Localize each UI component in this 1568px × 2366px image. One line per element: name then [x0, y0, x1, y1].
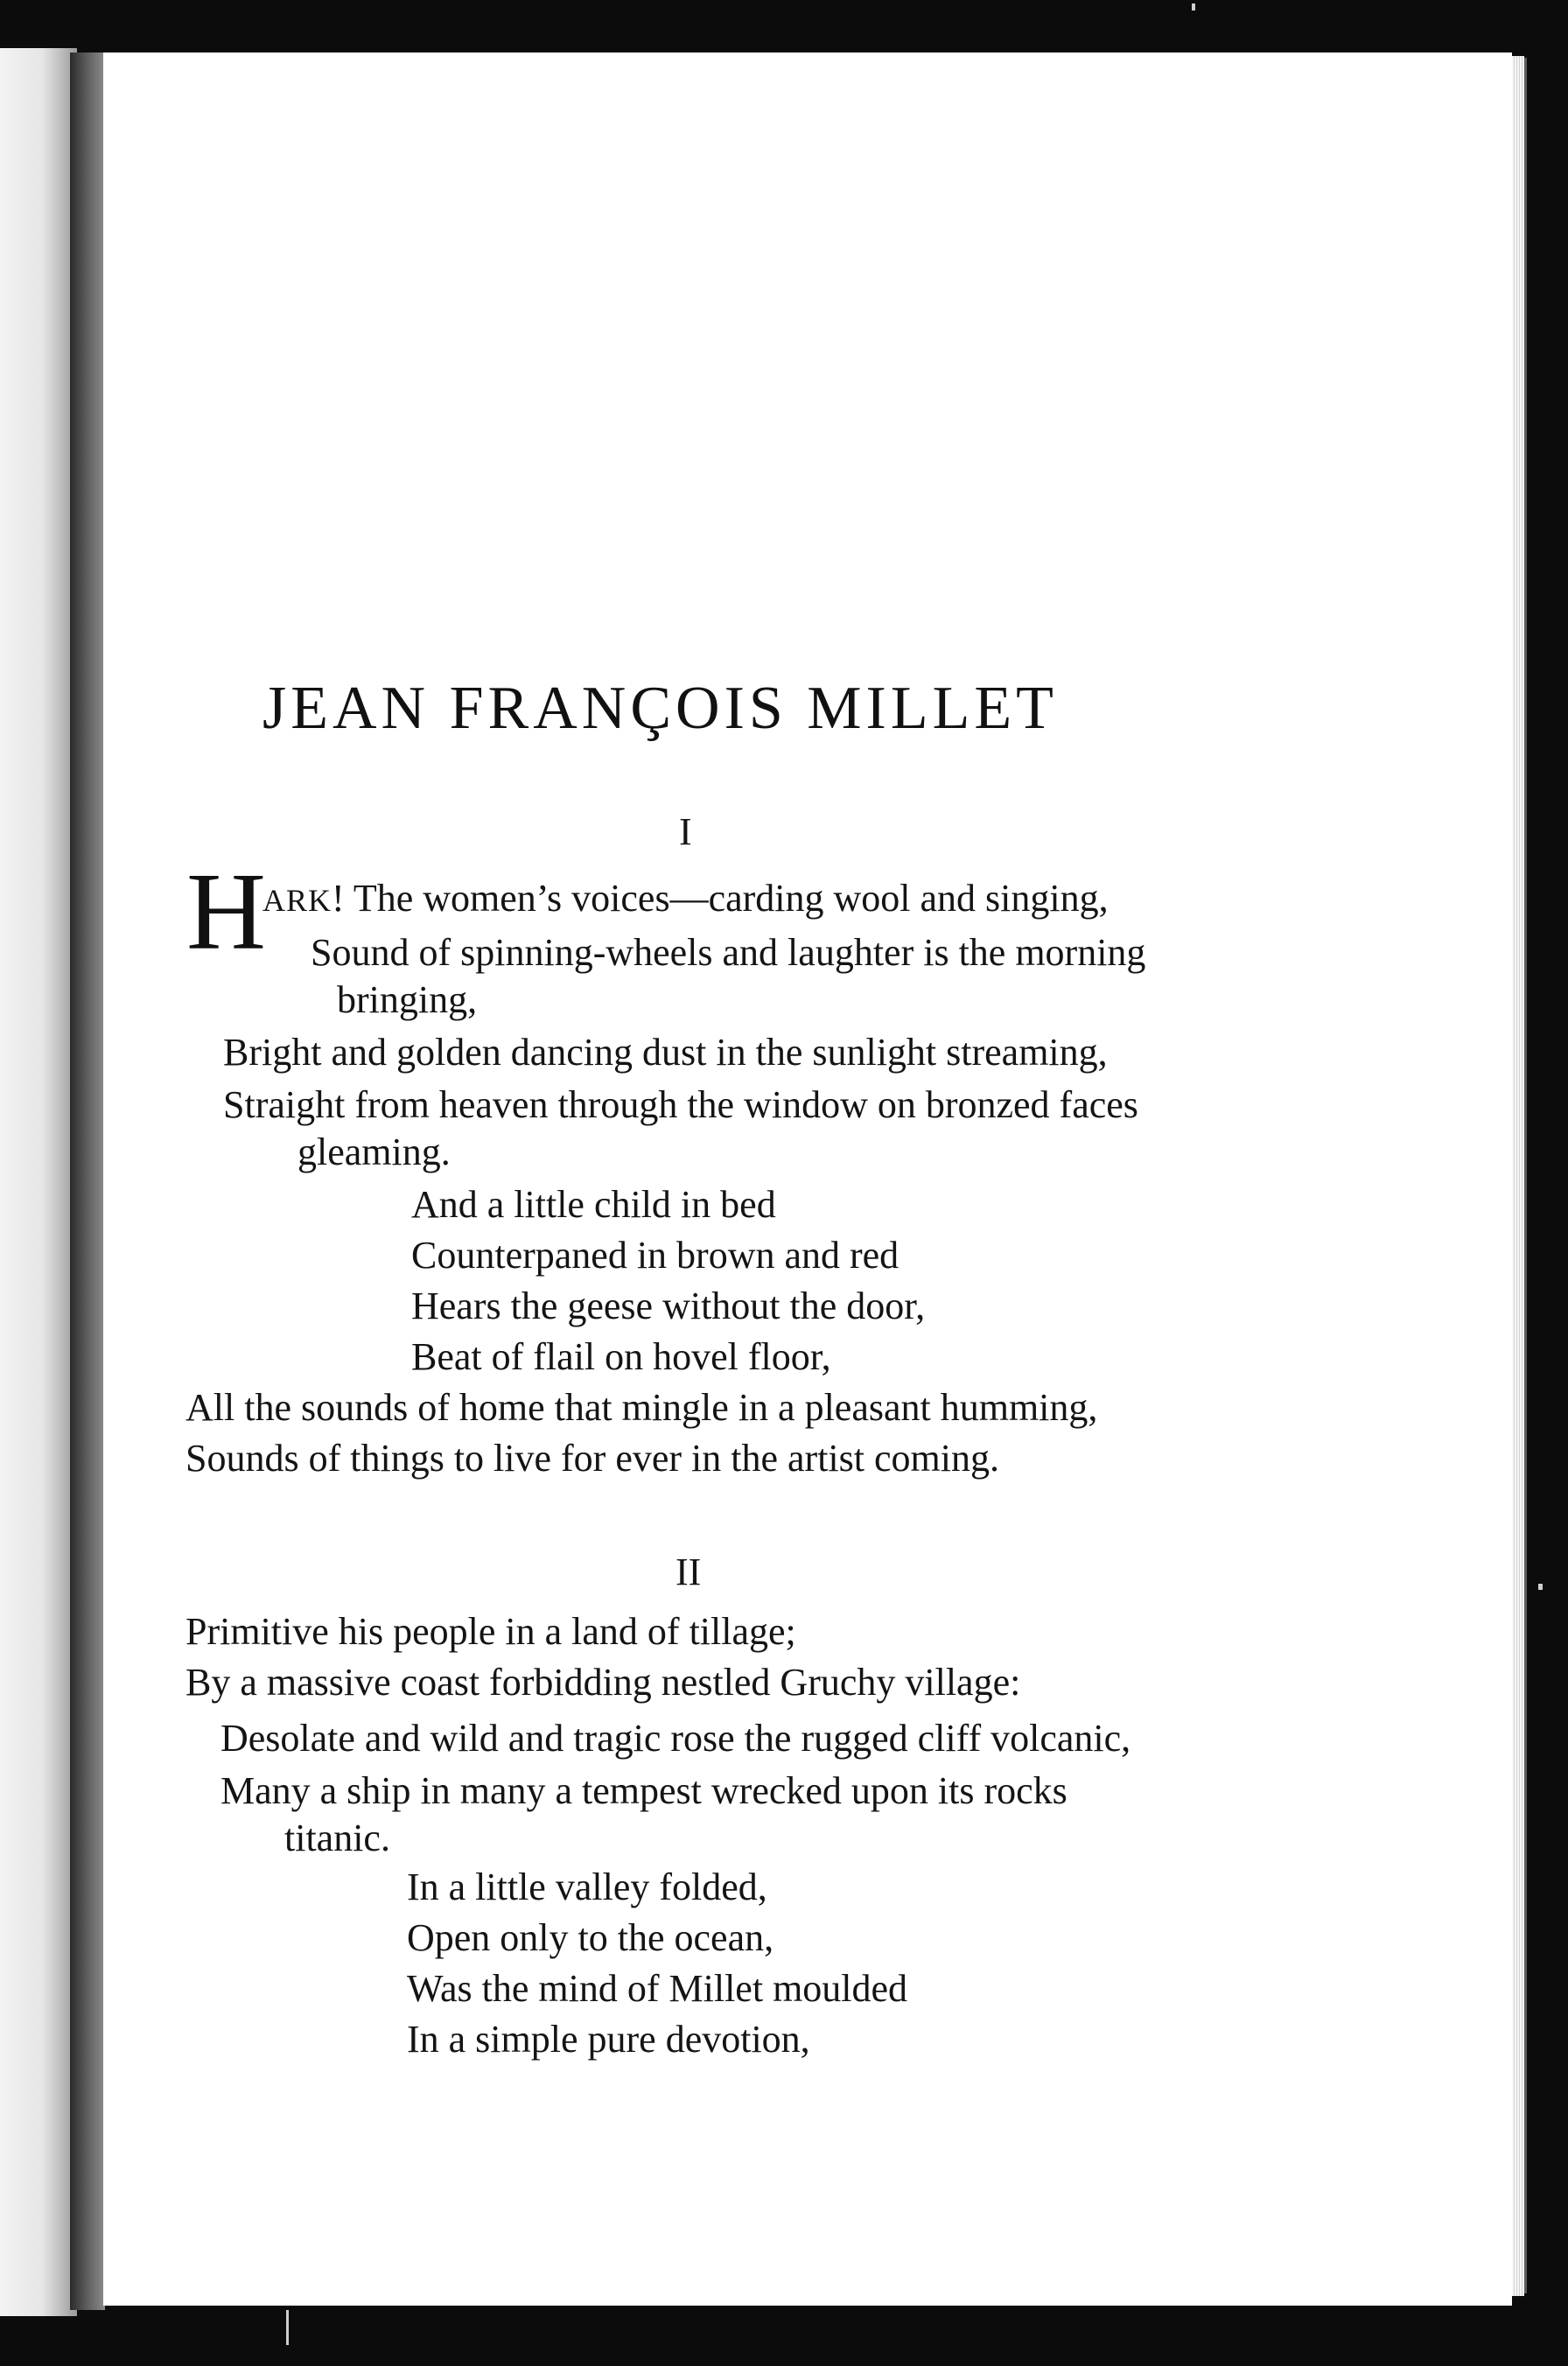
poem-line: By a massive coast forbidding nestled Gruchy village:: [186, 1661, 1021, 1704]
section-numeral-2: II: [676, 1550, 702, 1593]
poem-line: Desolate and wild and tragic rose the rugged cliff volcanic,: [220, 1717, 1131, 1760]
poem-line: And a little child in bed: [411, 1183, 776, 1226]
poem-line: Bright and golden dancing dust in the sunlight streaming,: [223, 1031, 1108, 1074]
poem-line: [262, 875, 1109, 924]
poem-line: Sound of spinning-wheels and laughter is the morning: [311, 931, 1146, 974]
poem-line: Many a ship in many a tempest wrecked upon its rocks: [220, 1769, 1068, 1812]
poem-line: Primitive his people in a land of tillage;: [186, 1610, 796, 1653]
drop-cap: H: [186, 851, 266, 973]
facing-page-edge: [0, 48, 77, 2316]
poem-line: Was the mind of Millet moulded: [407, 1967, 908, 2010]
poem-line: Hears the geese without the door,: [411, 1284, 926, 1327]
scan-speck: [1538, 1584, 1543, 1590]
poem-line: bringing,: [337, 978, 478, 1021]
poem-line: Straight from heaven through the window on bronzed faces: [223, 1083, 1138, 1126]
book-gutter: [70, 52, 105, 2310]
first-word-small-caps: ARK: [262, 883, 332, 918]
poem-line: All the sounds of home that mingle in a pleasant humming,: [186, 1386, 1098, 1429]
poem-line: Sounds of things to live for ever in the artist coming.: [186, 1437, 999, 1480]
scan-speck: [286, 2310, 289, 2345]
poem-line: Open only to the ocean,: [407, 1916, 774, 1959]
poem-title: JEAN FRANÇOIS MILLET: [262, 675, 1058, 742]
poem-line: gleaming.: [298, 1130, 451, 1173]
poem-line: In a simple pure devotion,: [407, 2018, 810, 2061]
poem-line: Counterpaned in brown and red: [411, 1234, 900, 1277]
first-line-rest: ! The women’s voices—carding wool and singing,: [332, 877, 1109, 920]
poem-line: titanic.: [284, 1816, 390, 1859]
poem-line: In a little valley folded,: [407, 1866, 767, 1908]
page-stack-edges: [1512, 56, 1524, 2296]
section-numeral-1: I: [679, 810, 692, 853]
scan-speck: [1192, 4, 1195, 10]
cover-edge: [1524, 58, 1527, 2293]
poem-line: Beat of flail on hovel floor,: [411, 1335, 831, 1378]
